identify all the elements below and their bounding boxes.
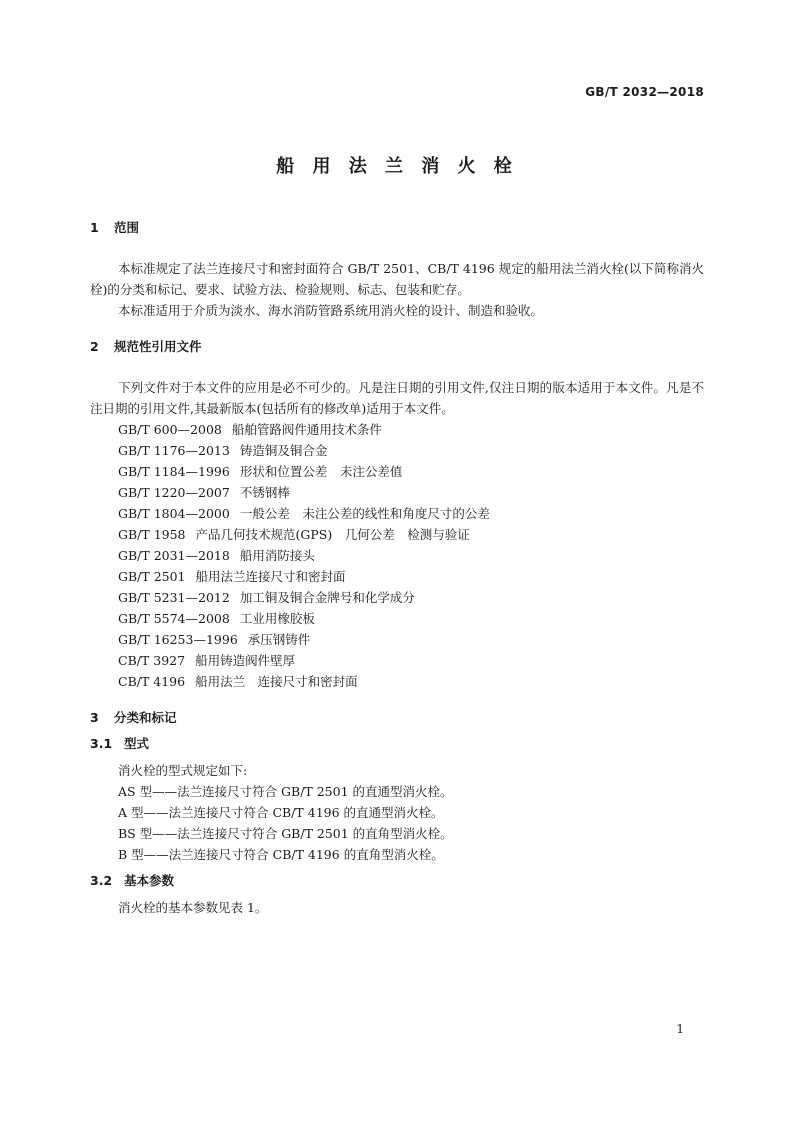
section-3-heading xyxy=(90,708,704,728)
reference-code: GB/T 2501 xyxy=(118,569,186,584)
reference-code: GB/T 1184—1996 xyxy=(118,464,230,479)
subsection-3-2-heading xyxy=(90,871,704,891)
reference-title: 工业用橡胶板 xyxy=(239,611,315,626)
reference-code: GB/T 16253—1996 xyxy=(118,632,238,647)
reference-item xyxy=(90,524,704,545)
type-item: B 型——法兰连接尺寸符合 CB/T 4196 的直角型消火栓。 xyxy=(118,847,444,862)
section-title: 范围 xyxy=(114,220,140,235)
reference-title: 船用消防接头 xyxy=(239,548,315,563)
reference-item xyxy=(90,503,704,524)
reference-title: 产品几何技术规范(GPS) 几何公差 检测与验证 xyxy=(195,527,470,542)
document-body xyxy=(90,218,704,918)
reference-title: 形状和位置公差 未注公差值 xyxy=(239,464,403,479)
reference-item xyxy=(90,671,704,692)
reference-title: 加工铜及铜合金牌号和化学成分 xyxy=(239,590,415,605)
section-1-paragraph-1: 本标准规定了法兰连接尺寸和密封面符合 GB/T 2501、CB/T 4196 规定的船用法兰消火栓(以下简称消火栓)的分类和标记、要求、试验方法、检验规则、标志、包装和贮存。 xyxy=(90,261,704,297)
reference-item xyxy=(90,566,704,587)
section-1-paragraph-2: 本标准适用于介质为淡水、海水消防管路系统用消火栓的设计、制造和验收。 xyxy=(118,303,544,318)
reference-code: GB/T 1958 xyxy=(118,527,186,542)
reference-code: GB/T 5574—2008 xyxy=(118,611,230,626)
section-2-intro: 下列文件对于本文件的应用是必不可少的。凡是注日期的引用文件,仅注日期的版本适用于本文件。凡是不注日期的引用文件,其最新版本(包括所有的修改单)适用于本文件。 xyxy=(90,380,704,416)
subsection-number: 3.1 xyxy=(90,736,113,751)
section-number: 1 xyxy=(90,220,99,235)
reference-title: 不锈钢棒 xyxy=(239,485,290,500)
reference-item xyxy=(90,608,704,629)
section-2-heading xyxy=(90,337,704,357)
section-number: 2 xyxy=(90,339,99,354)
subsection-title: 基本参数 xyxy=(124,873,175,888)
reference-item xyxy=(90,629,704,650)
standard-number: GB/T 2032—2018 xyxy=(585,85,704,99)
subsection-3-1-intro: 消火栓的型式规定如下: xyxy=(118,763,248,778)
type-item: A 型——法兰连接尺寸符合 CB/T 4196 的直通型消火栓。 xyxy=(118,805,444,820)
reference-code: GB/T 2031—2018 xyxy=(118,548,230,563)
reference-code: GB/T 5231—2012 xyxy=(118,590,230,605)
section-number: 3 xyxy=(90,710,99,725)
reference-code: GB/T 600—2008 xyxy=(118,422,222,437)
reference-title: 铸造铜及铜合金 xyxy=(239,443,328,458)
subsection-number: 3.2 xyxy=(90,873,113,888)
subsection-title: 型式 xyxy=(124,736,150,751)
reference-code: GB/T 1804—2000 xyxy=(118,506,230,521)
reference-title: 一般公差 未注公差的线性和角度尺寸的公差 xyxy=(239,506,490,521)
section-1-heading xyxy=(90,218,704,238)
reference-item xyxy=(90,419,704,440)
reference-item xyxy=(90,587,704,608)
reference-code: CB/T 3927 xyxy=(118,653,186,668)
subsection-3-2-text: 消火栓的基本参数见表 1。 xyxy=(118,900,268,915)
section-title: 分类和标记 xyxy=(114,710,177,725)
reference-item xyxy=(90,482,704,503)
subsection-3-1-heading xyxy=(90,734,704,754)
reference-item xyxy=(90,545,704,566)
reference-code: CB/T 4196 xyxy=(118,674,186,689)
page-number: 1 xyxy=(676,1022,684,1036)
reference-title: 船用铸造阀件壁厚 xyxy=(195,653,296,668)
reference-item xyxy=(90,440,704,461)
reference-item xyxy=(90,461,704,482)
type-item: AS 型——法兰连接尺寸符合 GB/T 2501 的直通型消火栓。 xyxy=(118,784,453,799)
reference-list xyxy=(90,419,704,692)
reference-code: GB/T 1220—2007 xyxy=(118,485,230,500)
reference-title: 承压钢铸件 xyxy=(247,632,311,647)
reference-title: 船用法兰连接尺寸和密封面 xyxy=(195,569,346,584)
reference-item xyxy=(90,650,704,671)
reference-code: GB/T 1176—2013 xyxy=(118,443,230,458)
document-title: 船 用 法 兰 消 火 栓 xyxy=(276,156,518,177)
section-title: 规范性引用文件 xyxy=(114,339,202,354)
type-item: BS 型——法兰连接尺寸符合 GB/T 2501 的直角型消火栓。 xyxy=(118,826,453,841)
reference-title: 船舶管路阀件通用技术条件 xyxy=(231,422,382,437)
reference-title: 船用法兰 连接尺寸和密封面 xyxy=(195,674,358,689)
